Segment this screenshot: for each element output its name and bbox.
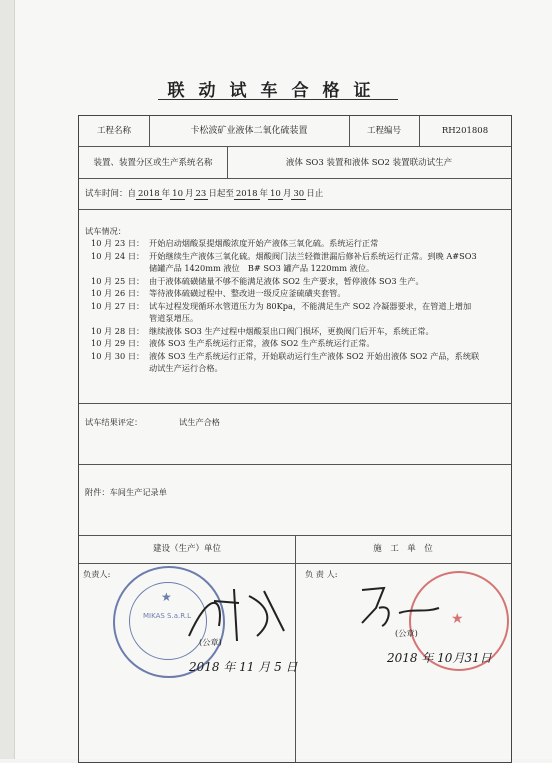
contractor-seal-label: (公章) [395, 628, 418, 638]
log-entry [91, 337, 505, 350]
log-label: 试车情况： [85, 226, 126, 236]
start-day: 23 [195, 189, 207, 199]
project-name-value: 卡松波矿业液体二氧化硫装置 [190, 126, 308, 136]
row-divider [79, 209, 511, 210]
log-entry-line: 储罐产品 1420mm 液位 B# SO3 罐产品 1220mm 液位。 [149, 263, 375, 273]
month-unit: 月 [282, 189, 292, 199]
log-entry [91, 350, 505, 375]
log-entry-date: 10 月 23 日： [91, 238, 145, 248]
owner-person-label: 负责人: [83, 569, 111, 579]
title-underline [158, 99, 398, 100]
stamp-center-text: MIKAS S.a.R.L [143, 612, 191, 620]
signature-stroke [362, 588, 439, 626]
log-entry-line: 动试生产运行合格。 [149, 363, 223, 373]
log-entry-text [149, 275, 505, 288]
log-entry-line: 由于液体硫磺储量不够不能满足液体 SO2 生产要求，暂停液体 SO3 生产。 [149, 275, 424, 286]
system-label: 装置、装置分区或生产系统名称 [93, 158, 213, 168]
day-unit: 日起至 [208, 189, 234, 199]
log-entry-text [149, 250, 505, 275]
star-icon: ★ [451, 611, 464, 627]
log-entry-date: 10 月 29 日： [91, 338, 145, 348]
owner-sign-date: 2018 年 11 月 5 日 [189, 660, 298, 674]
contractor-header: 施 工 单 位 [373, 544, 433, 554]
row-divider [79, 464, 511, 465]
certificate-form [78, 115, 512, 763]
page-title: 联动试车合格证 [167, 81, 385, 101]
log-entry-text [149, 337, 505, 350]
owner-signature [179, 581, 289, 651]
start-year: 2018 [138, 189, 160, 199]
log-entry-text [149, 300, 505, 325]
log-entry [91, 250, 505, 275]
row-divider [79, 178, 511, 179]
log-entry-text [149, 287, 505, 300]
month-unit: 月 [185, 189, 194, 199]
log-entry-date: 10 月 26 日： [91, 288, 145, 298]
signature-stroke [189, 589, 284, 641]
log-entry [91, 275, 505, 288]
star-icon: ★ [161, 590, 172, 604]
project-number-label: 工程编号 [366, 126, 401, 136]
test-period [85, 188, 323, 200]
evaluation-value: 试生产合格 [179, 417, 220, 427]
row-divider [79, 146, 511, 147]
log-entry-date: 10 月 28 日： [91, 325, 145, 336]
log-entry-line: 液体 SO3 生产系统运行正常，液体 SO2 生产系统运行正常。 [149, 338, 375, 348]
day-unit: 日止 [306, 189, 324, 199]
col-divider [295, 535, 296, 762]
end-month: 10 [270, 189, 281, 199]
year-unit: 年 [161, 189, 171, 199]
system-value: 液体 SO3 装置和液体 SO2 装置联动试生产 [285, 158, 453, 168]
owner-header: 建设（生产）单位 [152, 544, 221, 554]
log-entry-date: 10 月 24 日： [91, 250, 145, 261]
log-entry-line: 开始继续生产液体三氧化硫。烟酸阀门法兰轻微泄漏后修补后系统运行正常。到晚 A#SO3 [149, 250, 477, 261]
log-entry [91, 237, 505, 250]
end-day: 30 [293, 189, 305, 199]
owner-seal-label: (公章) [199, 637, 222, 647]
log-entry-date: 10 月 25 日： [91, 275, 145, 286]
evaluation-label: 试车结果评定： [85, 417, 143, 427]
binding-margin [0, 0, 15, 759]
log-entry-line: 液体 SO3 生产系统运行正常，开始联动运行生产液体 SO2 开始出液体 SO2 产品，系统联 [149, 350, 480, 361]
log-entry-text [149, 325, 505, 338]
contractor-sign-date: 2018 年 10月31日 [387, 651, 492, 665]
log-entry-text [149, 237, 505, 250]
log-entry-line: 等待液体硫磺过程中、整改进一级反应釜硫磺夹套管。 [149, 288, 346, 298]
log-entry-line: 继续液体 SO3 生产过程中烟酸泵出口阀门损坏，更换阀门后开车，系统正常。 [149, 325, 434, 336]
project-name-label: 工程名称 [96, 126, 131, 136]
year-unit: 年 [259, 189, 269, 199]
log-entry-line: 试车过程发现循环水管道压力为 80Kpa，不能满足生产 SO2 冷凝器要求，在管道上增加 [149, 300, 472, 311]
log-entry-date: 10 月 30 日： [91, 350, 145, 361]
log-entry-line: 管道泵增压。 [149, 313, 199, 323]
log-entry [91, 325, 505, 338]
log-entry [91, 287, 505, 300]
row-divider [79, 403, 511, 404]
end-year: 2018 [235, 189, 258, 199]
log-entry [91, 300, 505, 325]
log-entry-line: 开始启动烟酸泵提烟酸浓度开始产液体三氧化硫。系统运行正常 [149, 238, 379, 248]
period-prefix: 试车时间：自 [85, 189, 137, 199]
project-number-value: RH201808 [441, 126, 489, 136]
attachment-label: 附件：车间生产记录单 [85, 487, 167, 497]
log-entry-date: 10 月 27 日： [91, 300, 145, 311]
contractor-person-label: 负 责 人: [305, 569, 338, 579]
log-entries [91, 237, 505, 375]
start-month: 10 [172, 189, 183, 199]
log-entry-text [149, 350, 505, 375]
